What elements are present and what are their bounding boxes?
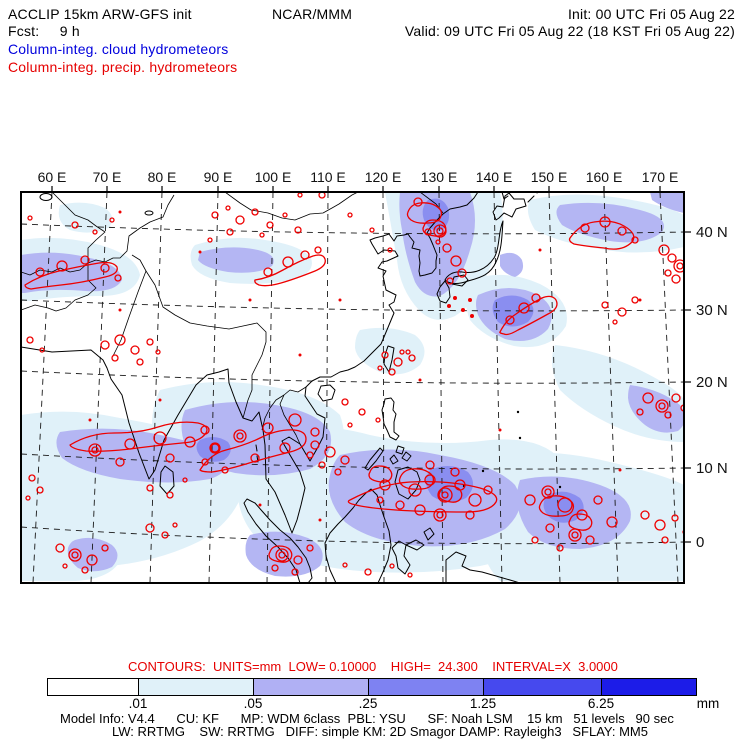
legend-precip-label: Column-integ. precip. hydrometeors	[8, 59, 238, 75]
valid-time-label: Valid: 09 UTC Fri 05 Aug 22 (18 KST Fri 05 Aug 22)	[404, 23, 735, 39]
colorbar-tick-label: .25	[358, 696, 378, 711]
fcst-label: Fcst: 9 h	[8, 23, 80, 39]
model-info-line1: Model Info: V4.4 CU: KF MP: WDM 6class PBL: YSU SF: Noah LSM 15 km 51 levels 90 sec	[60, 711, 674, 726]
lat-label: 0	[696, 534, 705, 551]
lon-label: 130 E	[420, 169, 458, 185]
colorbar-segment	[254, 679, 369, 695]
colorbar-segment	[139, 679, 254, 695]
lon-label: 60 E	[37, 169, 67, 185]
lat-label: 40 N	[696, 224, 728, 241]
lon-label: 100 E	[254, 169, 292, 185]
legend-cloud-label: Column-integ. cloud hydrometeors	[8, 41, 229, 57]
lat-label: 30 N	[696, 302, 728, 319]
lon-label: 150 E	[530, 169, 568, 185]
lon-label: 140 E	[475, 169, 513, 185]
colorbar-segment	[369, 679, 484, 695]
lon-label: 170 E	[641, 169, 679, 185]
org-label: NCAR/MMM	[272, 6, 353, 22]
right-axis-labels	[696, 224, 728, 551]
lon-label: 110 E	[310, 169, 346, 185]
lon-label: 80 E	[147, 169, 177, 185]
lat-label: 10 N	[696, 460, 728, 477]
colorbar-tick-label: 6.25	[587, 696, 615, 711]
colorbar-units-label: mm	[696, 696, 720, 711]
colorbar-segment	[602, 679, 696, 695]
colorbar-tick-label: 1.25	[469, 696, 497, 711]
colorbar	[47, 678, 697, 696]
lon-label: 160 E	[585, 169, 623, 185]
model-info-line2: LW: RRTMG SW: RRTMG DIFF: simple KM: 2D Smagor DAMP: Rayleigh3 SFLAY: MM5	[112, 724, 648, 739]
plot-title: ACCLIP 15km ARW-GFS init	[8, 6, 192, 22]
colorbar-segment	[48, 679, 139, 695]
colorbar-tick-label: .01	[128, 696, 148, 711]
contour-info: CONTOURS: UNITS=mm LOW= 0.10000 HIGH= 24.300 INTERVAL=X 3.0000	[128, 659, 618, 674]
lon-label: 70 E	[92, 169, 122, 185]
lon-label: 120 E	[364, 169, 402, 185]
colorbar-tick-label: .05	[243, 696, 263, 711]
lon-label: 90 E	[203, 169, 233, 185]
lat-label: 20 N	[696, 374, 728, 391]
top-axis-labels	[38, 169, 679, 185]
init-time-label: Init: 00 UTC Fri 05 Aug 22	[567, 6, 735, 22]
colorbar-segment	[484, 679, 602, 695]
